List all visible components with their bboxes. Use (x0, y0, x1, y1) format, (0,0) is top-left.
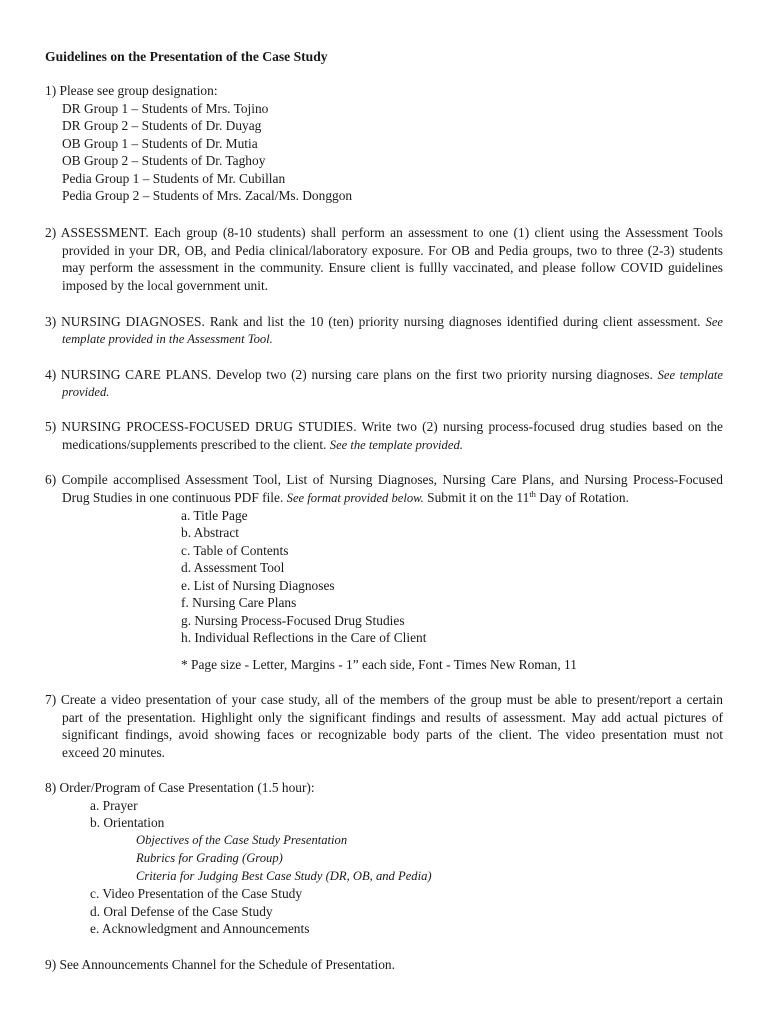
group-line: DR Group 1 – Students of Mrs. Tojino (62, 101, 269, 116)
section-7-line: 7) Create a video presentation of your case study, all of the members of the group must be able to present/report a certain (45, 692, 723, 707)
section-2-line: imposed by the local government unit. (62, 278, 269, 293)
orientation-subitem: Criteria for Judging Best Case Study (DR, OB, and Pedia) (136, 869, 432, 883)
orientation-subitem: Objectives of the Case Study Presentation (136, 833, 348, 847)
section-6-submit: Submit it on the 11 (427, 490, 530, 505)
group-line: OB Group 2 – Students of Dr. Taghoy (62, 153, 266, 168)
section-2-line: 2) ASSESSMENT. Each group (8-10 students) shall perform an assessment to one (1) client using the Assessment Tools (45, 225, 723, 240)
section-6-see: See format provided below. (286, 491, 424, 505)
section-7-line: significant findings, avoid showing faces or recognizable body parts of the client. The video presentation must not (62, 727, 723, 742)
group-line: Pedia Group 2 – Students of Mrs. Zacal/Ms. Donggon (62, 188, 353, 203)
section-6-line: 6) Compile accomplised Assessment Tool, List of Nursing Diagnoses, Nursing Care Plans, and Nursing Process-Focused (45, 472, 723, 487)
section-3-line (45, 313, 723, 332)
format-item: a. Title Page (181, 508, 248, 523)
format-item: d. Assessment Tool (181, 560, 285, 575)
section-3-text: 3) NURSING DIAGNOSES. Rank and list the 10 (ten) priority nursing diagnoses identified during client assessment. (45, 314, 701, 329)
orientation-subitem: Rubrics for Grading (Group) (136, 851, 283, 865)
section-6-day: Day of Rotation. (539, 490, 629, 505)
format-item: f. Nursing Care Plans (181, 595, 297, 610)
section-5-text: medications/supplements prescribed to the client. (62, 437, 327, 452)
program-item: c. Video Presentation of the Case Study (90, 886, 303, 901)
section-3-template-note: template provided in the Assessment Tool. (62, 332, 273, 346)
group-line: DR Group 2 – Students of Dr. Duyag (62, 118, 262, 133)
section-5-line (62, 436, 463, 455)
section-7-line: part of the presentation. Highlight only the significant findings and results of assessment. May add actual pictures of (62, 710, 723, 725)
group-line: Pedia Group 1 – Students of Mr. Cubillan (62, 171, 286, 186)
section-2-line: may perform the assessment in the community. Ensure client is fullly vaccinated, and please follow COVID guidelines (62, 260, 723, 275)
format-item: c. Table of Contents (181, 543, 289, 558)
section-4-line (45, 366, 723, 385)
section-7-line: exceed 20 minutes. (62, 745, 165, 760)
format-item: b. Abstract (181, 525, 240, 540)
program-item: b. Orientation (90, 815, 165, 830)
section-5-see: See the template provided. (329, 438, 463, 452)
group-line: OB Group 1 – Students of Dr. Mutia (62, 136, 258, 151)
section-4-text: 4) NURSING CARE PLANS. Develop two (2) nursing care plans on the first two priority nursing diagnoses. (45, 367, 653, 382)
section-1-intro: 1) Please see group designation: (45, 83, 218, 98)
section-4-provided: provided. (62, 385, 110, 399)
section-6-line (62, 489, 629, 508)
program-item: e. Acknowledgment and Announcements (90, 921, 310, 936)
format-item: g. Nursing Process-Focused Drug Studies (181, 613, 405, 628)
section-4-see: See template (657, 368, 723, 382)
page-title: Guidelines on the Presentation of the Case Study (45, 49, 328, 64)
program-item: a. Prayer (90, 798, 138, 813)
section-6-text: Drug Studies in one continuous PDF file. (62, 490, 284, 505)
format-item: e. List of Nursing Diagnoses (181, 578, 335, 593)
section-2-line: provided in your DR, OB, and Pedia clinical/laboratory exposure. For OB and Pedia groups, two to three (2-3) students (62, 243, 723, 258)
section-8-intro: 8) Order/Program of Case Presentation (1.5 hour): (45, 780, 315, 795)
section-9-line: 9) See Announcements Channel for the Schedule of Presentation. (45, 957, 395, 972)
format-item: h. Individual Reflections in the Care of Client (181, 630, 427, 645)
format-note: * Page size - Letter, Margins - 1” each side, Font - Times New Roman, 11 (181, 657, 577, 672)
section-5-line: 5) NURSING PROCESS-FOCUSED DRUG STUDIES. Write two (2) nursing process-focused drug studies based on the (45, 419, 723, 434)
section-3-see: See (705, 315, 723, 329)
program-item: d. Oral Defense of the Case Study (90, 904, 273, 919)
section-6-sup: th (529, 489, 536, 499)
